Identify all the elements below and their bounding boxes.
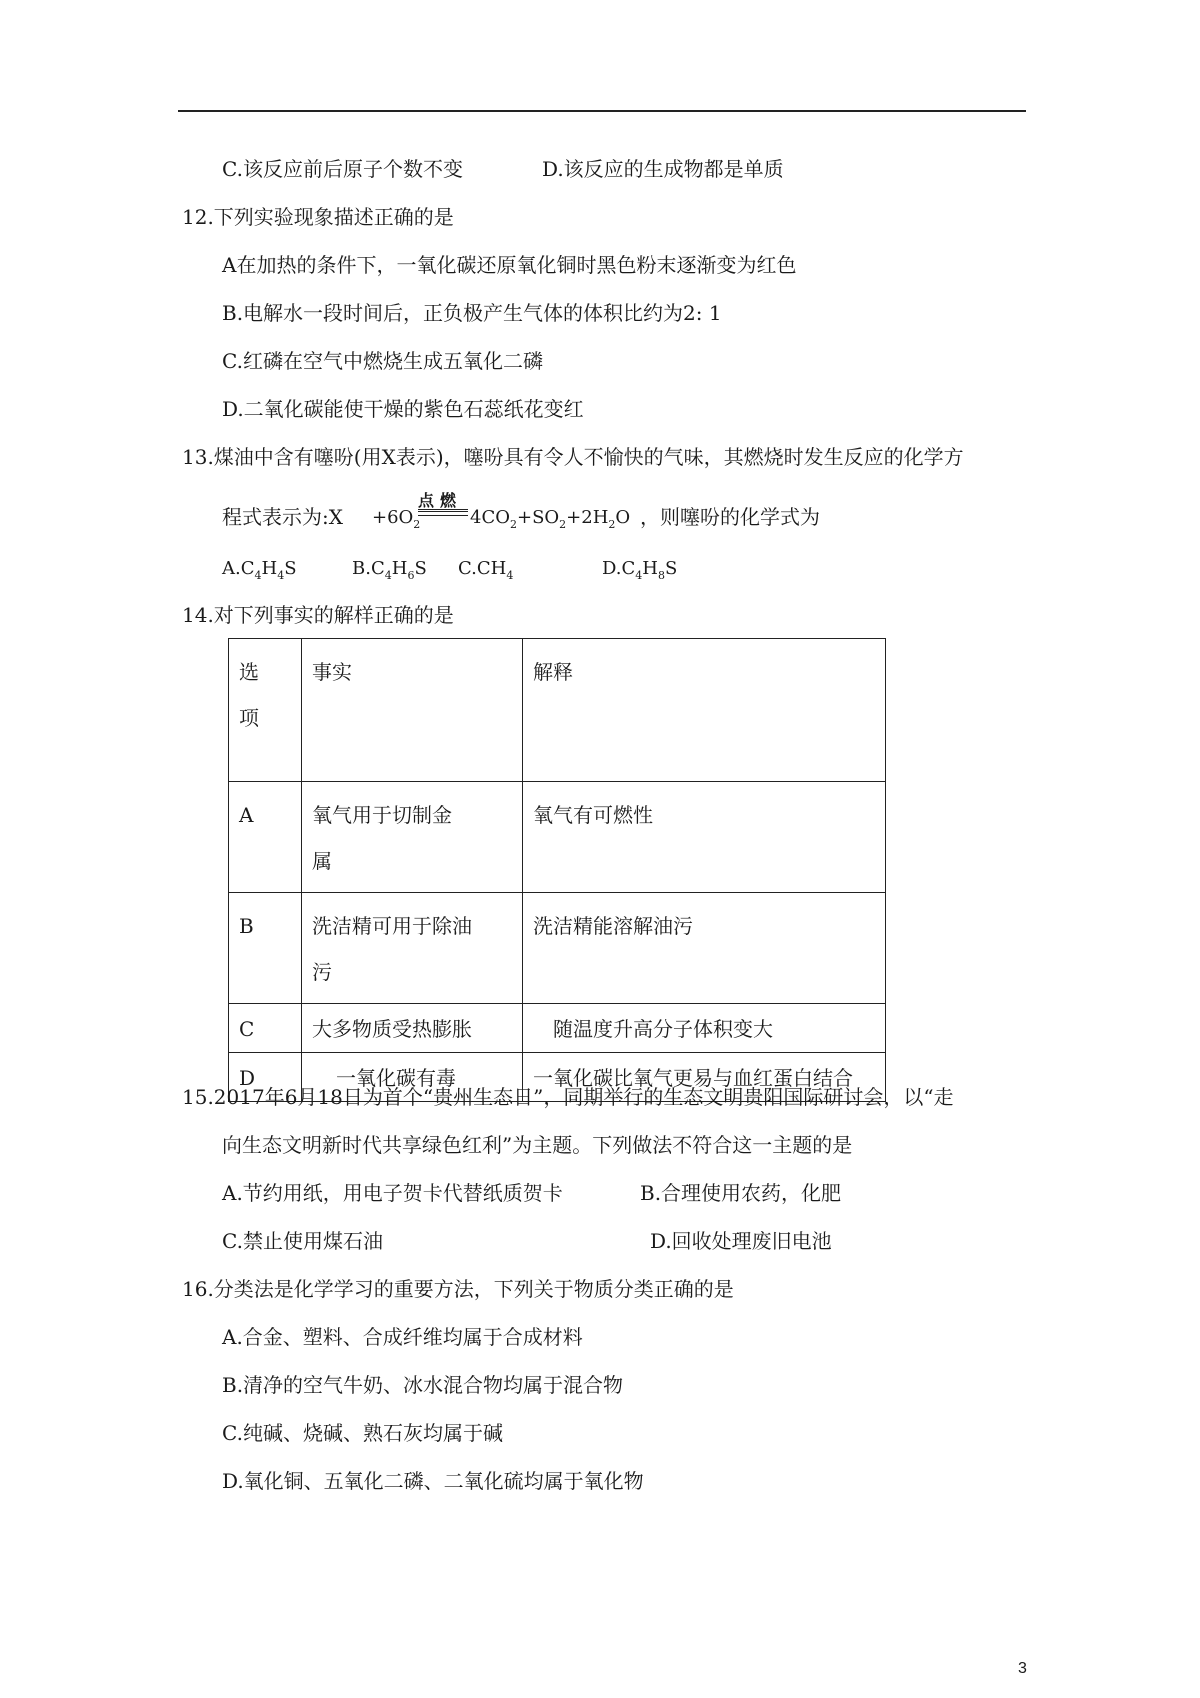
row-reason: 氧气有可燃性 xyxy=(523,782,886,893)
row-fact xyxy=(302,893,523,1004)
header-option-line1: 选 xyxy=(239,660,259,684)
header-option xyxy=(229,639,302,782)
q13-equation-left: $+6O_2$ xyxy=(372,507,421,531)
q13-condition-ignite: 点燃 xyxy=(418,491,463,510)
row-reason: 洗洁精能溶解油污 xyxy=(523,893,886,1004)
q13-option-b: $B.C_4H_6S$ xyxy=(352,558,427,582)
header-reason: 解释 xyxy=(523,639,886,782)
q16-option-d: D.氧化铜、五氧化二磷、二氧化硫均属于氧化物 xyxy=(222,1469,644,1493)
row-fact-line2: 属 xyxy=(312,849,332,873)
q12-option-b: B.电解水一段时间后，正负极产生气体的体积比约为2: 1 xyxy=(222,301,722,325)
q13-option-c: $C.CH_4$ xyxy=(458,558,514,582)
q13-stem: 13.煤油中含有噻吩(用X表示)，噻吩具有令人不愉快的气味，其燃烧时发生反应的化学方 xyxy=(182,445,964,469)
row-fact: 一氧化碳有毒 xyxy=(302,1053,523,1102)
q13-equation-right: $4CO_2+SO_2+2H_2O$ xyxy=(470,507,631,531)
q13-option-a: $A.C_4H_4S$ xyxy=(222,558,297,582)
row-fact-line1: 氧气用于切制金 xyxy=(312,803,452,827)
q13-reaction-arrow xyxy=(418,509,468,516)
q15-option-d: D.回收处理废旧电池 xyxy=(650,1229,832,1253)
q12-option-c: C.红磷在空气中燃烧生成五氧化二磷 xyxy=(222,349,543,373)
row-option: A xyxy=(229,782,302,893)
q12-stem: 12.下列实验现象描述正确的是 xyxy=(182,205,454,229)
q11-option-c: C.该反应前后原子个数不变 xyxy=(222,157,463,181)
q14-table xyxy=(228,638,886,1102)
q15-stem: 15.2017年6月18日为首个“贵州生态日”，同期举行的生态文明贵阳国际研讨会，以“走 xyxy=(182,1085,954,1109)
row-reason: 随温度升高分子体积变大 xyxy=(523,1004,886,1053)
q15-option-a: A.节约用纸，用电子贺卡代替纸质贺卡 xyxy=(222,1181,563,1205)
q15-option-b: B.合理使用农药，化肥 xyxy=(640,1181,842,1205)
table-row xyxy=(229,893,886,1004)
q14-stem: 14.对下列事实的解样正确的是 xyxy=(182,603,454,627)
q16-option-a: A.合金、塑料、合成纤维均属于合成材料 xyxy=(222,1325,583,1349)
row-option: C xyxy=(229,1004,302,1053)
row-option: D xyxy=(229,1053,302,1102)
header-option-line2: 项 xyxy=(239,706,259,730)
q13-option-d: $D.C_4H_8S$ xyxy=(602,558,678,582)
q16-option-b: B.清净的空气牛奶、冰水混合物均属于混合物 xyxy=(222,1373,624,1397)
row-reason: 一氧化碳比氧气更易与血红蛋白结合 xyxy=(523,1053,886,1102)
q15-stem-cont: 向生态文明新时代共享绿色红利”为主题。下列做法不符合这一主题的是 xyxy=(222,1133,853,1157)
q13-equation-prefix: 程式表示为:X xyxy=(222,505,343,529)
q16-stem: 16.分类法是化学学习的重要方法，下列关于物质分类正确的是 xyxy=(182,1277,734,1301)
table-header-row xyxy=(229,639,886,782)
row-fact xyxy=(302,782,523,893)
row-fact-line1: 洗洁精可用于除油 xyxy=(312,914,472,938)
page-number: 3 xyxy=(1018,1660,1027,1677)
table-row xyxy=(229,782,886,893)
q12-option-a: A在加热的条件下，一氧化碳还原氧化铜时黑色粉末逐渐变为红色 xyxy=(222,253,797,277)
table-row xyxy=(229,1004,886,1053)
q16-option-c: C.纯碱、烧碱、熟石灰均属于碱 xyxy=(222,1421,503,1445)
row-fact-line2: 污 xyxy=(312,960,332,984)
q13-equation-suffix: ，则噻吩的化学式为 xyxy=(640,505,820,529)
q15-option-c: C.禁止使用煤石油 xyxy=(222,1229,383,1253)
header-fact: 事实 xyxy=(302,639,523,782)
q11-option-d: D.该反应的生成物都是单质 xyxy=(542,157,784,181)
row-fact: 大多物质受热膨胀 xyxy=(302,1004,523,1053)
row-option: B xyxy=(229,893,302,1004)
q12-option-d: D.二氧化碳能使干燥的紫色石蕊纸花变红 xyxy=(222,397,584,421)
header-rule xyxy=(178,110,1026,112)
